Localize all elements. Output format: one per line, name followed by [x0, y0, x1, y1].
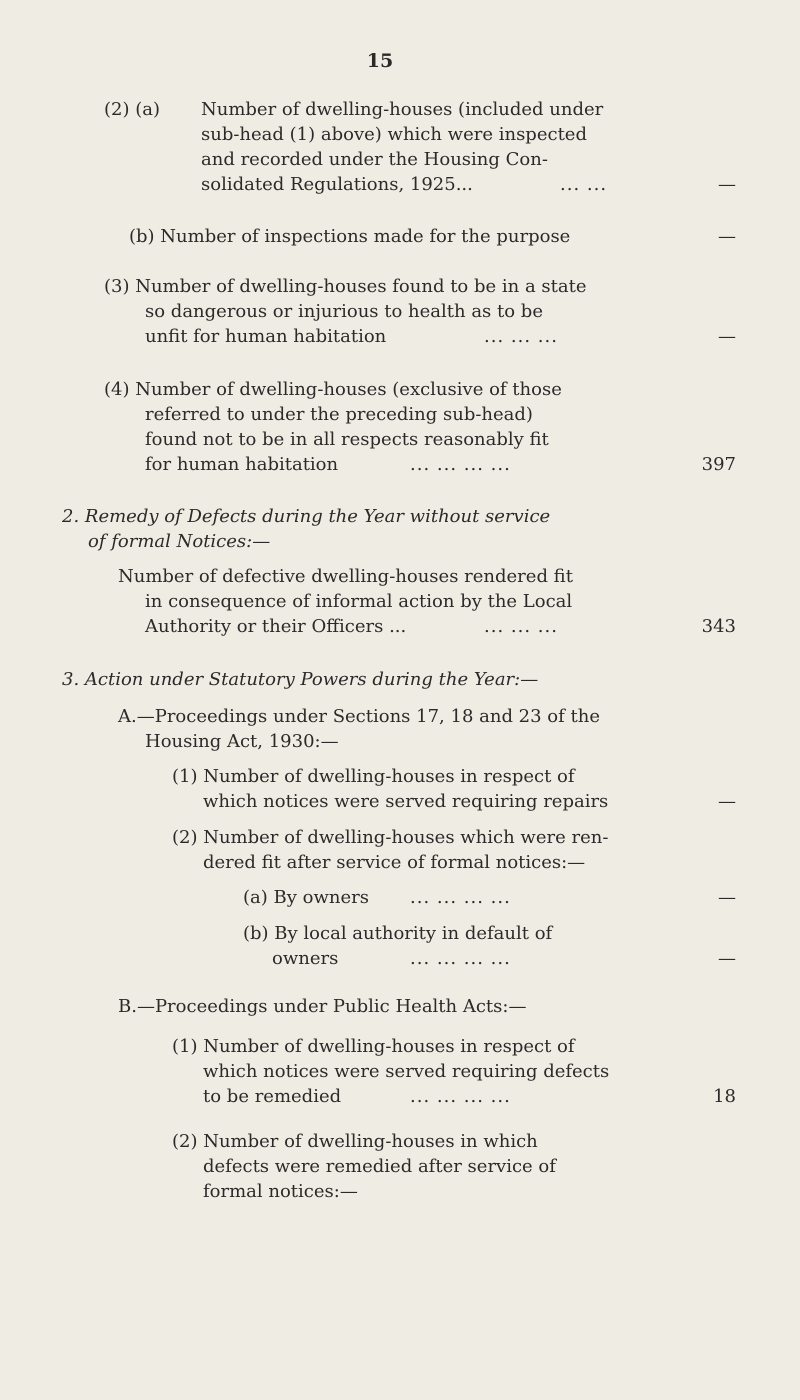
remedy-line: Authority or their Officers ...	[145, 616, 407, 637]
leader-dots: ... ... ... ...	[410, 1086, 511, 1107]
leader-dots: ... ... ... ...	[410, 887, 511, 908]
b1-line: which notices were served requiring defects	[203, 1061, 610, 1082]
a2a-text: (a) By owners	[243, 887, 369, 908]
s2b-text: (b) Number of inspections made for the purpose	[129, 226, 571, 247]
s2a-line: sub-head (1) above) which were inspected	[201, 124, 587, 145]
remedy-heading: of formal Notices:—	[88, 531, 271, 552]
s3-value: —	[718, 326, 736, 347]
b1-value: 18	[713, 1086, 736, 1107]
action-heading: 3. Action under Statutory Powers during the Year:—	[62, 669, 539, 690]
remedy-value: 343	[701, 616, 736, 637]
remedy-line: in consequence of informal action by the Local	[145, 591, 573, 612]
s2a-line: solidated Regulations, 1925...	[201, 174, 473, 195]
leader-dots: ... ...	[560, 174, 608, 195]
leader-dots: ... ... ... ...	[410, 454, 511, 475]
a1-value: —	[718, 791, 736, 812]
a2b-line: owners	[272, 948, 339, 969]
a2-line: dered fit after service of formal notices:—	[203, 852, 586, 873]
s4-line: (4) Number of dwelling-houses (exclusive of those	[104, 379, 562, 400]
section-a-heading: Housing Act, 1930:—	[145, 731, 339, 752]
remedy-line: Number of defective dwelling-houses rendered fit	[118, 566, 573, 587]
s4-value: 397	[701, 454, 736, 475]
section-a-heading: A.—Proceedings under Sections 17, 18 and 23 of the	[118, 706, 601, 727]
s2a-line: and recorded under the Housing Con-	[201, 149, 548, 170]
b1-line: (1) Number of dwelling-houses in respect of	[172, 1036, 575, 1057]
s3-line: (3) Number of dwelling-houses found to be in a state	[104, 276, 587, 297]
s3-line: unfit for human habitation	[145, 326, 387, 347]
s4-line: for human habitation	[145, 454, 339, 475]
a2b-line: (b) By local authority in default of	[243, 923, 553, 944]
leader-dots: ... ... ...	[484, 326, 558, 347]
a2-line: (2) Number of dwelling-houses which were ren-	[172, 827, 609, 848]
s4-line: referred to under the preceding sub-head)	[145, 404, 533, 425]
b2-line: defects were remedied after service of	[203, 1156, 556, 1177]
a2a-value: —	[718, 887, 736, 908]
leader-dots: ... ... ... ...	[410, 948, 511, 969]
section-b-heading: B.—Proceedings under Public Health Acts:—	[118, 996, 527, 1017]
a2b-value: —	[718, 948, 736, 969]
s2a-line: Number of dwelling-houses (included under	[201, 99, 604, 120]
s3-line: so dangerous or injurious to health as to be	[145, 301, 543, 322]
s4-line: found not to be in all respects reasonably fit	[145, 429, 549, 450]
s2b-value: —	[718, 226, 736, 247]
leader-dots: ... ... ...	[484, 616, 558, 637]
b2-line: (2) Number of dwelling-houses in which	[172, 1131, 538, 1152]
a1-line: which notices were served requiring repairs	[203, 791, 609, 812]
s2a-value: —	[718, 174, 736, 195]
page-number: 15	[366, 50, 394, 72]
b1-line: to be remedied	[203, 1086, 342, 1107]
s2a-label: (2) (a)	[104, 99, 160, 120]
b2-line: formal notices:—	[203, 1181, 358, 1202]
remedy-heading: 2. Remedy of Defects during the Year without service	[62, 506, 551, 527]
a1-line: (1) Number of dwelling-houses in respect of	[172, 766, 575, 787]
